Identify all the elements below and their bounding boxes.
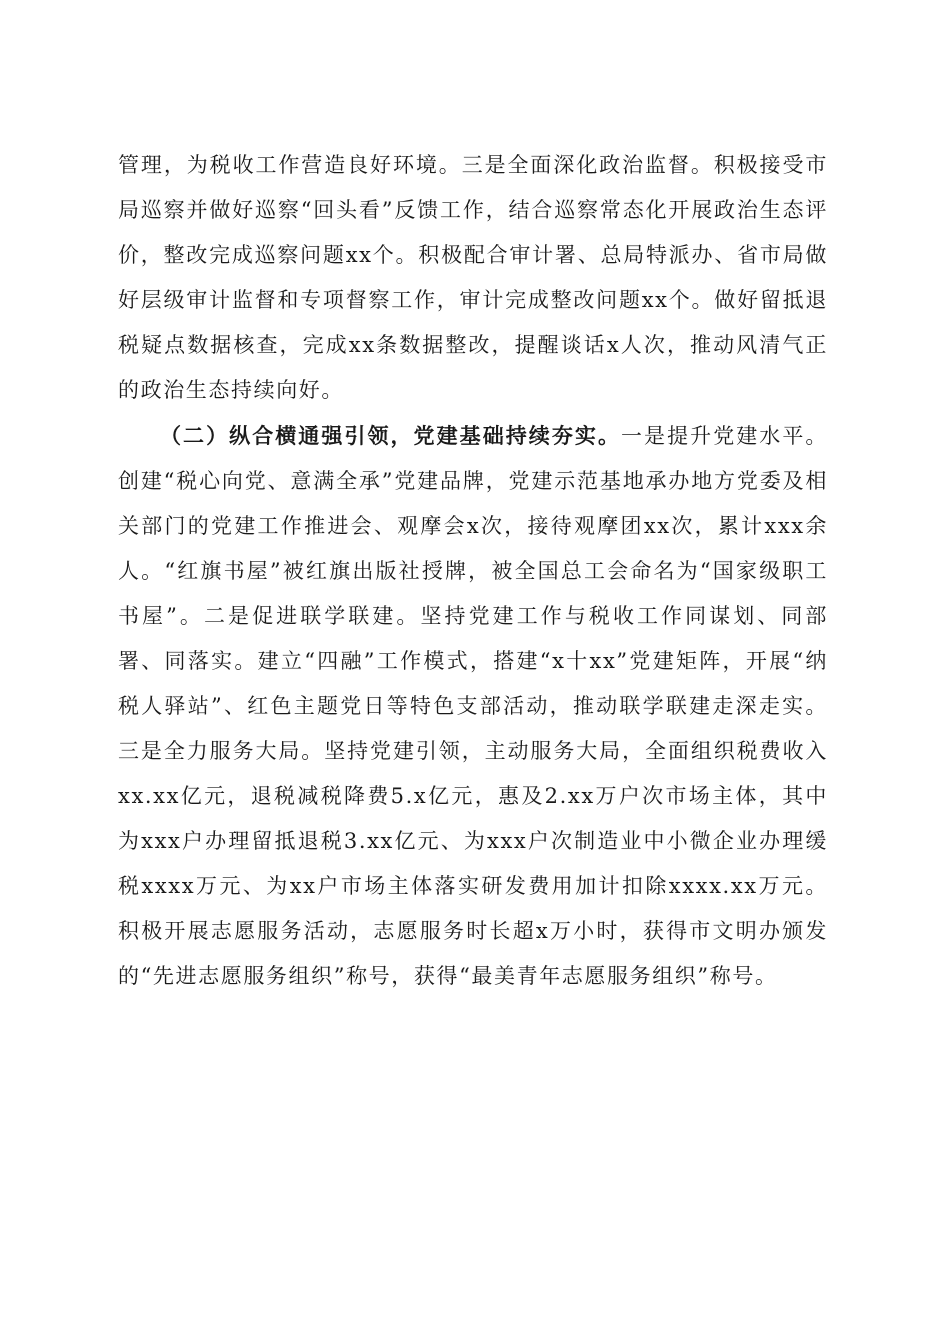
section-heading: （二）纵合横通强引领，党建基础持续夯实。 xyxy=(160,423,621,448)
paragraph-text: 管理，为税收工作营造良好环境。三是全面深化政治监督。积极接受市局巡察并做好巡察“回头看”反馈工作，结合巡察常态化开展政治生态评价，整改完成巡察问题xx个。积极配合审计署、总局特派办、省市局做好层级审计监督和专项督察工作，审计完成整改问题xx个。做好留抵退税疑点数据核查，完成xx条数据整改，提醒谈话x人次，推动风清气正的政治生态持续向好。 xyxy=(118,153,828,402)
paragraph-political-supervision xyxy=(118,143,828,413)
document-body xyxy=(118,143,828,999)
paragraph-party-building xyxy=(118,413,828,999)
paragraph-text: 一是提升党建水平。创建“税心向党、意满全承”党建品牌，党建示范基地承办地方党委及相关部门的党建工作推进会、观摩会x次，接待观摩团xx次，累计xxx余人。“红旗书屋”被红旗出版社授牌，被全国总工会命名为“国家级职工书屋”。二是促进联学联建。坚持党建工作与税收工作同谋划、同部署、同落实。建立“四融”工作模式，搭建“x十xx”党建矩阵，开展“纳税人驿站”、红色主题党日等特色支部活动，推动联学联建走深走实。三是全力服务大局。坚持党建引领，主动服务大局，全面组织税费收入xx.xx亿元，退税减税降费5.x亿元，惠及2.xx万户次市场主体，其中为xxx户办理留抵退税3.xx亿元、为xxx户次制造业中小微企业办理缓税xxxx万元、为xx户市场主体落实研发费用加计扣除xxxx.xx万元。积极开展志愿服务活动，志愿服务时长超x万小时，获得市文明办颁发的“先进志愿服务组织”称号，获得“最美青年志愿服务组织”称号。 xyxy=(118,424,828,988)
